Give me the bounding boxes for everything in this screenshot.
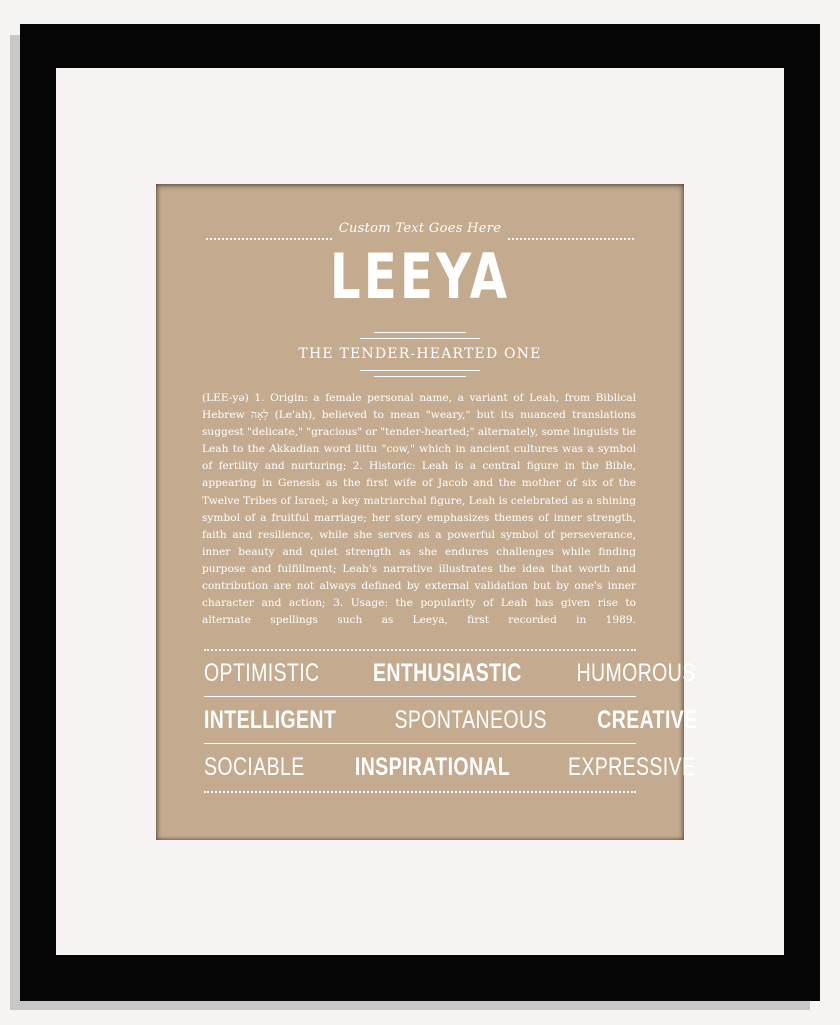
traits-rule-2 xyxy=(204,743,636,744)
dotted-divider-left xyxy=(206,238,332,240)
name-meaning: THE TENDER-HEARTED ONE xyxy=(298,346,542,362)
picture-frame xyxy=(20,24,820,1001)
dotted-divider-traits-top xyxy=(204,649,636,651)
traits-rule-1 xyxy=(204,696,636,697)
mat-board xyxy=(56,68,784,955)
rule-upper xyxy=(374,332,466,333)
name-definition: (LEE-yə) 1. Origin: a female personal name, a variant of Leah, from Biblical Hebrew לֵאָה (Le'ah), believed to mean "weary," but its nuanced translations suggest "delicate," "gracious" or "tender-hearted;" alternately, some linguists tie Leah to the Akkadian word littu "cow," which in ancient cultures was a symbol of fertility and nurturing; 2. Historic: Leah is a central figure in the Bible, appearing in Genesis as the first wife of Jacob and the mother of six of the Twelve Tribes of Israel; a key matriarchal figure, Leah is celebrated as a shining symbol of a fruitful marriage; her story emphasizes themes of inner strength, faith and resilience, while she serves as a powerful symbol of perseverance, inner beauty and quiet strength as she endures challenges while finding purpose and fulfillment; Leah's narrative illustrates the idea that worth and contribution are not always defined by external validation but by one's inner character and action; 3. Usage: the popularity of Leah has given rise to alternate spellings such as Leeya, first recorded in 1989. xyxy=(202,392,636,627)
traits-row-1 xyxy=(204,655,696,691)
trait: CREATIVE xyxy=(597,705,698,734)
trait: SOCIABLE xyxy=(204,752,305,781)
traits-row-2 xyxy=(204,702,698,738)
rule-upper-2 xyxy=(360,338,480,339)
trait: ENTHUSIASTIC xyxy=(373,658,522,687)
name-print xyxy=(156,184,698,840)
dotted-divider-traits-bottom xyxy=(204,791,636,793)
custom-text: Custom Text Goes Here xyxy=(338,221,502,236)
trait: SPONTANEOUS xyxy=(394,705,548,734)
trait: EXPRESSIVE xyxy=(568,752,696,781)
rule-lower-2 xyxy=(374,376,466,377)
trait: OPTIMISTIC xyxy=(204,658,320,687)
rule-lower xyxy=(360,370,480,371)
trait: INSPIRATIONAL xyxy=(354,752,511,781)
dotted-divider-right xyxy=(508,238,634,240)
trait: HUMOROUS xyxy=(576,658,696,687)
trait: INTELLIGENT xyxy=(204,705,337,734)
name-title: LEEYA xyxy=(329,240,511,313)
traits-row-3 xyxy=(204,749,696,785)
